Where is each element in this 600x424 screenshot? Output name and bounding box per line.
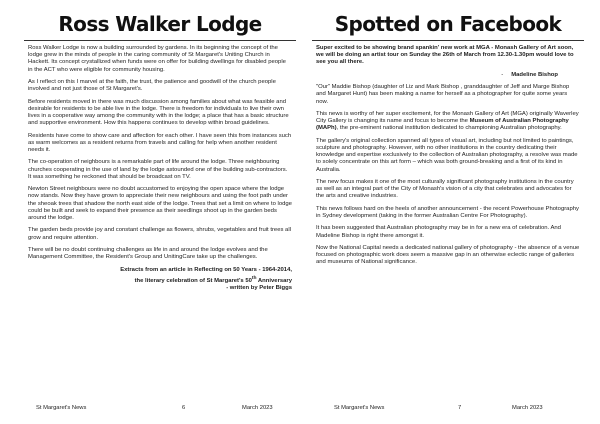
body-paragraph — [316, 111, 580, 133]
footer-date: March 2023 — [242, 405, 273, 411]
credit-line — [28, 275, 292, 285]
body-text: , the pre-eminent national institution dedicated to championing Australian photography. — [336, 125, 562, 132]
credit-text: Anniversary — [256, 277, 292, 284]
signature-name: Madeline Bishop — [511, 71, 558, 78]
right-page-body — [310, 41, 586, 267]
body-paragraph: Before residents moved in there was much discussion among families about what was feasible and desirable for residents to be able live in the lodge. There is freedom for individuals to live their own lives in a cooperative way among the community with in the lodge; a place that has a basic structure and supportive environment. How this happens continues to develop within broad guidelines. — [28, 98, 289, 127]
credit-line: Extracts from an article in Reflecting on 50 Years - 1964-2014, — [120, 267, 292, 274]
left-page — [22, 0, 298, 424]
footer-date: March 2023 — [512, 405, 543, 411]
credit-superscript: th — [251, 275, 257, 281]
credit-author: - written by Peter Biggs — [226, 284, 292, 291]
left-page-title: Ross Walker Lodge — [58, 12, 262, 36]
facebook-quote: Super excited to be showing brand spankin' new work at MGA - Monash Gallery of Art soon, we will be doing an artist tour on Sunday the 26th of March from 12.30-1.30pm would love to see you all there. — [316, 45, 574, 66]
body-paragraph: It has been suggested that Australian photography may be in for a new era of celebration. And Madeline Bishop is right there amongst it. — [316, 225, 561, 239]
body-paragraph: "Our" Maddie Bishop (daughter of Liz and Mark Bishop , granddaughter of Jeff and Marge Bishop and Margaret Hunt) has been making a name for herself as a photographer for quite some years now. — [316, 84, 570, 105]
body-paragraph: As I reflect on this I marvel at the faith, the trust, the patience and goodwill of the church people involved and not just those of St Margaret's. — [28, 79, 276, 93]
article-credit — [28, 267, 292, 292]
footer-publication: St Margaret's News — [334, 405, 385, 411]
right-page-title: Spotted on Facebook — [334, 12, 562, 36]
body-text: This news is worthy of her super excitement, for the Monash Gallery of Art (MGA) originally Waverley City Gallery is changing its name and focus to become the — [316, 110, 579, 125]
left-page-body — [22, 41, 298, 292]
body-paragraph: Residents have come to show care and affection for each other. I have seen this from instances such as warm welcomes as a resident returns from travels and calling for help when another resident needs it. — [28, 132, 292, 153]
body-paragraph: The new focus makes it one of the most culturally significant photography institutions in the country as well as an integral part of the City of Monash's vision of a city that celebrates and advocates for the arts and creative industries. — [316, 178, 574, 200]
body-paragraph: The co-operation of neighbours is a remarkable part of life around the lodge. Three neighbouring churches cooperating in the use of land by the lodge astounded one of the building sub-contractors. It was something he reckoned that should be broadcast on TV. — [28, 159, 288, 180]
footer-page-number: 7 — [458, 405, 462, 411]
signature-dash: - — [501, 71, 504, 78]
credit-text: the literary celebration of St Margaret's 50 — [134, 277, 252, 284]
body-paragraph: There will be no doubt continuing challenges as life in and around the lodge evolves and the Management Committee, the Resident's Group and UnitingCare take up the challenges. — [28, 246, 268, 261]
right-page — [310, 0, 586, 424]
footer-page-number: 6 — [182, 405, 186, 411]
body-paragraph: The garden beds provide joy and constant challenge as flowers, shrubs, vegetables and fruit trees all grow and require attention. — [28, 227, 291, 241]
body-paragraph: Newton Street neighbours were no doubt accustomed to enjoying the open space where the lodge now stands. Now they have grown to appreciate their new neighbours and using the foot path under the sheoak trees that shadow the north east side of the lodge. Trees that set a limit on where to lodge could be built and seek to expand their presence as their seedlings shoot up in the garden beds around the lodge. — [28, 186, 292, 221]
quote-signature — [316, 72, 580, 79]
body-paragraph: The gallery's original collection spanned all types of visual art, including but not limited to paintings, sculpture and photography. However, with no other institutions in the country dedicating their knowledge and expertise exclusively to the collection of Australian photography, a resolve was made to solely concentrate on this art form – which was both ground-breaking and a first of its kind in Australia. — [316, 137, 578, 173]
museum-name: Museum of Australian Photography (MAPh) — [316, 118, 569, 132]
body-paragraph: Ross Walker Lodge is now a building surrounded by gardens. In its beginning the concept of the lodge grew in the minds of people in the caring community of St Margaret's Uniting Church in Hackett. Its concept crystallized when funds were on offer for building dwellings for disabled people in the ACT who were eligible for community housing. — [28, 45, 286, 73]
footer-publication: St Margaret's News — [36, 405, 87, 411]
body-paragraph: Now the National Capital needs a dedicated national gallery of photography - the absence of a venue focused on photographic work does seem a massive gap in an otherwise eclectic range of galleries and museums of National significance. — [316, 244, 580, 266]
body-paragraph: This news follows hard on the heels of another announcement - the recent Powerhouse Photography in Sydney development (taking in the former Australian Centre For Photography). — [316, 205, 579, 219]
